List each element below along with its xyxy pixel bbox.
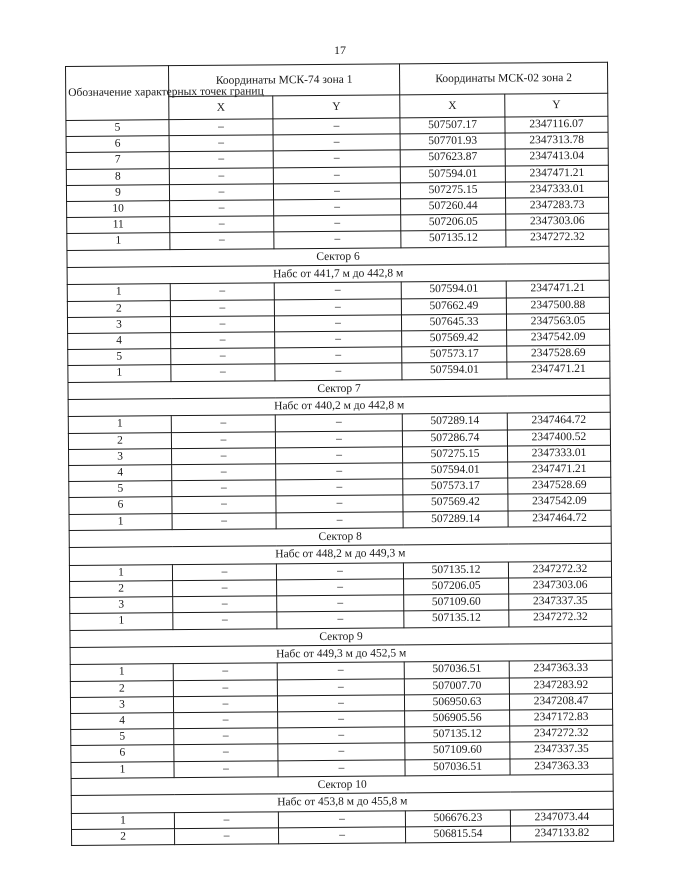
msk74-x-cell: –	[174, 712, 278, 729]
designation-header: Обозначение характерных точек границ	[66, 66, 169, 121]
msk02-x-cell: 507135.12	[403, 562, 508, 579]
msk74-y-cell: –	[277, 678, 404, 695]
msk74-y-header: Y	[273, 95, 400, 119]
msk74-y-cell: –	[275, 331, 402, 348]
msk74-y-cell: –	[277, 579, 404, 596]
sector-elevation-range: Набс от 453,8 м до 455,8 м	[71, 791, 613, 813]
msk74-y-cell: –	[275, 347, 402, 364]
msk02-y-cell: 2347528.69	[507, 345, 610, 362]
msk74-x-cell: –	[174, 744, 278, 761]
msk02-y-cell: 2347471.21	[508, 461, 611, 478]
point-cell: 9	[66, 184, 169, 201]
msk02-x-cell: 507662.49	[401, 298, 506, 315]
msk74-x-cell: –	[170, 300, 274, 317]
sector-title: Сектор 7	[68, 378, 610, 400]
msk02-x-cell: 507701.93	[400, 133, 505, 150]
msk74-x-cell: –	[169, 167, 273, 184]
msk74-x-cell: –	[170, 232, 274, 249]
msk02-x-cell: 507007.70	[404, 678, 509, 695]
msk02-x-cell: 506905.56	[405, 710, 510, 727]
msk02-y-cell: 2347116.07	[505, 116, 608, 133]
msk74-x-cell: –	[171, 332, 275, 349]
msk02-y-cell: 2347172.83	[510, 709, 613, 726]
msk74-y-cell: –	[278, 727, 405, 744]
msk02-x-cell: 507594.01	[400, 166, 505, 183]
sector-title: Сектор 6	[67, 246, 609, 268]
point-cell: 1	[68, 365, 171, 382]
msk02-x-cell: 507109.60	[405, 742, 510, 759]
sector-elevation-range: Набс от 440,2 м до 442,8 м	[68, 395, 610, 417]
msk02-y-cell: 2347464.72	[508, 510, 611, 527]
msk74-x-cell: –	[170, 316, 274, 333]
msk74-x-cell: –	[169, 135, 273, 152]
msk02-y-cell: 2347363.33	[509, 661, 612, 678]
point-cell: 1	[67, 284, 170, 301]
msk74-y-cell: –	[274, 299, 401, 316]
msk74-x-cell: –	[174, 760, 278, 777]
msk74-x-header: X	[169, 96, 273, 120]
msk02-y-cell: 2347272.32	[509, 610, 612, 627]
point-cell: 1	[70, 664, 173, 681]
msk02-x-cell: 507036.51	[404, 661, 509, 678]
point-cell: 5	[68, 349, 171, 366]
msk74-y-cell: –	[274, 282, 401, 299]
msk02-x-cell: 507569.42	[402, 330, 507, 347]
point-cell: 2	[71, 828, 174, 845]
msk02-y-cell: 2347542.09	[507, 329, 610, 346]
msk02-y-cell: 2347283.92	[509, 677, 612, 694]
msk74-x-cell: –	[172, 448, 276, 465]
sector-elevation-range: Набс от 448,2 м до 449,3 м	[69, 544, 611, 566]
point-cell: 3	[67, 317, 170, 334]
coordinates-table	[65, 62, 614, 846]
msk02-y-cell: 2347333.01	[508, 445, 611, 462]
msk74-y-cell: –	[273, 166, 400, 183]
msk02-y-cell: 2347542.09	[508, 494, 611, 511]
msk02-x-cell: 507507.17	[400, 117, 505, 134]
point-cell: 7	[66, 152, 169, 169]
msk74-x-cell: –	[174, 828, 278, 845]
sector-title: Сектор 8	[69, 526, 611, 548]
msk02-x-cell: 507286.74	[402, 430, 507, 447]
msk02-y-cell: 2347303.06	[509, 577, 612, 594]
point-cell: 4	[68, 333, 171, 350]
msk74-x-cell: –	[169, 184, 273, 201]
msk02-x-cell: 506815.54	[405, 826, 510, 843]
sector-elevation-range: Набс от 449,3 м до 452,5 м	[70, 643, 612, 665]
msk74-x-cell: –	[173, 580, 277, 597]
msk74-y-cell: –	[276, 495, 403, 512]
msk74-x-cell: –	[173, 679, 277, 696]
msk02-x-cell: 507206.05	[404, 578, 509, 595]
msk02-y-cell: 2347471.21	[507, 362, 610, 379]
msk74-x-cell: –	[172, 564, 276, 581]
sector-elevation-range: Набс от 441,7 м до 442,8 м	[67, 263, 609, 285]
msk74-y-cell: –	[275, 431, 402, 448]
msk02-x-header: X	[400, 94, 505, 118]
msk74-y-cell: –	[275, 363, 402, 380]
msk02-y-cell: 2347500.88	[506, 297, 609, 314]
page-number: 17	[334, 43, 346, 57]
msk02-x-cell: 507594.01	[401, 281, 506, 298]
msk74-x-cell: –	[171, 348, 275, 365]
msk74-y-cell: –	[276, 479, 403, 496]
point-cell: 3	[69, 449, 172, 466]
msk74-x-cell: –	[170, 216, 274, 233]
msk02-x-cell: 507289.14	[402, 414, 507, 431]
msk02-y-cell: 2347283.73	[506, 197, 609, 214]
msk74-x-cell: –	[174, 728, 278, 745]
msk74-x-cell: –	[171, 432, 275, 449]
msk02-y-cell: 2347471.21	[506, 281, 609, 298]
sector-title: Сектор 10	[71, 774, 613, 796]
msk02-x-cell: 507275.15	[403, 446, 508, 463]
point-cell: 6	[69, 497, 172, 514]
msk74-y-cell: –	[278, 810, 405, 827]
point-cell: 3	[70, 597, 173, 614]
msk02-header: Координаты МСК-02 зона 2	[400, 62, 608, 95]
msk02-x-cell: 507573.17	[402, 346, 507, 363]
point-cell: 4	[69, 465, 172, 482]
msk74-x-cell: –	[169, 119, 273, 136]
msk02-x-cell: 507573.17	[403, 478, 508, 495]
msk74-y-cell: –	[276, 563, 403, 580]
msk74-y-cell: –	[274, 199, 401, 216]
msk02-x-cell: 507135.12	[401, 230, 506, 247]
point-cell: 2	[67, 300, 170, 317]
msk74-y-cell: –	[278, 743, 405, 760]
msk74-header: Координаты МСК-74 зона 1	[169, 64, 400, 97]
msk74-x-cell: –	[169, 151, 273, 168]
msk74-y-cell: –	[274, 215, 401, 232]
msk74-y-cell: –	[275, 414, 402, 431]
msk02-x-cell: 507260.44	[401, 198, 506, 215]
msk02-y-header: Y	[505, 93, 608, 117]
point-cell: 2	[68, 432, 171, 449]
msk74-y-cell: –	[273, 118, 400, 135]
point-cell: 1	[71, 812, 174, 829]
msk02-x-cell: 507623.87	[400, 149, 505, 166]
point-cell: 5	[66, 120, 169, 137]
point-cell: 11	[67, 217, 170, 234]
msk74-x-cell: –	[173, 696, 277, 713]
point-cell: 8	[66, 168, 169, 185]
table-header	[66, 62, 608, 120]
point-cell: 5	[71, 729, 174, 746]
msk74-x-cell: –	[170, 200, 274, 217]
point-cell: 2	[70, 581, 173, 598]
msk74-x-cell: –	[172, 464, 276, 481]
msk02-x-cell: 507289.14	[403, 511, 508, 528]
point-cell: 4	[71, 713, 174, 730]
msk02-x-cell: 507569.42	[403, 495, 508, 512]
msk02-y-cell: 2347272.32	[506, 230, 609, 247]
msk02-y-cell: 2347413.04	[505, 149, 608, 166]
msk02-x-cell: 507135.12	[404, 610, 509, 627]
msk74-y-cell: –	[273, 134, 400, 151]
msk02-x-cell: 507206.05	[401, 214, 506, 231]
table-row	[71, 825, 613, 845]
point-cell: 3	[70, 696, 173, 713]
msk02-x-cell: 507645.33	[401, 314, 506, 331]
msk02-y-cell: 2347337.35	[510, 742, 613, 759]
msk74-x-cell: –	[171, 415, 275, 432]
sector-title: Сектор 9	[70, 626, 612, 648]
msk74-x-cell: –	[174, 811, 278, 828]
msk74-y-cell: –	[278, 827, 405, 844]
msk02-y-cell: 2347471.21	[505, 165, 608, 182]
msk74-y-cell: –	[276, 447, 403, 464]
msk74-x-cell: –	[173, 596, 277, 613]
msk74-x-cell: –	[170, 283, 274, 300]
msk74-y-cell: –	[277, 662, 404, 679]
msk02-y-cell: 2347333.01	[505, 181, 608, 198]
msk74-y-cell: –	[274, 231, 401, 248]
msk02-y-cell: 2347303.06	[506, 213, 609, 230]
point-cell: 1	[69, 513, 172, 530]
msk74-y-cell: –	[277, 695, 404, 712]
msk02-x-cell: 507594.01	[402, 362, 507, 379]
msk74-y-cell: –	[273, 150, 400, 167]
msk02-y-cell: 2347464.72	[507, 413, 610, 430]
msk74-y-cell: –	[277, 595, 404, 612]
msk74-y-cell: –	[277, 611, 404, 628]
msk74-x-cell: –	[172, 513, 276, 530]
msk74-y-cell: –	[278, 759, 405, 776]
msk02-y-cell: 2347133.82	[510, 825, 613, 842]
point-cell: 1	[68, 416, 171, 433]
msk02-x-cell: 507594.01	[403, 462, 508, 479]
point-cell: 1	[67, 233, 170, 250]
msk02-y-cell: 2347272.32	[510, 725, 613, 742]
point-cell: 10	[67, 201, 170, 218]
msk02-y-cell: 2347272.32	[508, 561, 611, 578]
msk74-y-cell: –	[274, 315, 401, 332]
msk74-y-cell: –	[273, 183, 400, 200]
msk02-y-cell: 2347363.33	[510, 758, 613, 775]
point-cell: 6	[66, 136, 169, 153]
msk02-y-cell: 2347073.44	[510, 809, 613, 826]
point-cell: 1	[71, 761, 174, 778]
point-cell: 1	[70, 613, 173, 630]
point-cell: 1	[69, 564, 172, 581]
msk74-x-cell: –	[172, 480, 276, 497]
msk02-y-cell: 2347563.05	[506, 313, 609, 330]
msk02-x-cell: 507109.60	[404, 594, 509, 611]
msk02-y-cell: 2347528.69	[508, 478, 611, 495]
msk74-y-cell: –	[276, 463, 403, 480]
msk74-x-cell: –	[172, 496, 276, 513]
msk02-x-cell: 507135.12	[405, 726, 510, 743]
msk74-y-cell: –	[276, 512, 403, 529]
msk02-x-cell: 506950.63	[404, 694, 509, 711]
msk74-x-cell: –	[173, 612, 277, 629]
msk74-y-cell: –	[278, 711, 405, 728]
msk02-x-cell: 507036.51	[405, 759, 510, 776]
point-cell: 5	[69, 481, 172, 498]
msk02-y-cell: 2347208.47	[509, 693, 612, 710]
msk74-x-cell: –	[171, 364, 275, 381]
msk02-x-cell: 506676.23	[405, 810, 510, 827]
msk74-x-cell: –	[173, 663, 277, 680]
msk02-y-cell: 2347400.52	[507, 429, 610, 446]
msk02-y-cell: 2347337.35	[509, 593, 612, 610]
msk02-x-cell: 507275.15	[400, 182, 505, 199]
point-cell: 6	[71, 745, 174, 762]
table-body	[66, 116, 614, 845]
point-cell: 2	[70, 680, 173, 697]
msk02-y-cell: 2347313.78	[505, 132, 608, 149]
